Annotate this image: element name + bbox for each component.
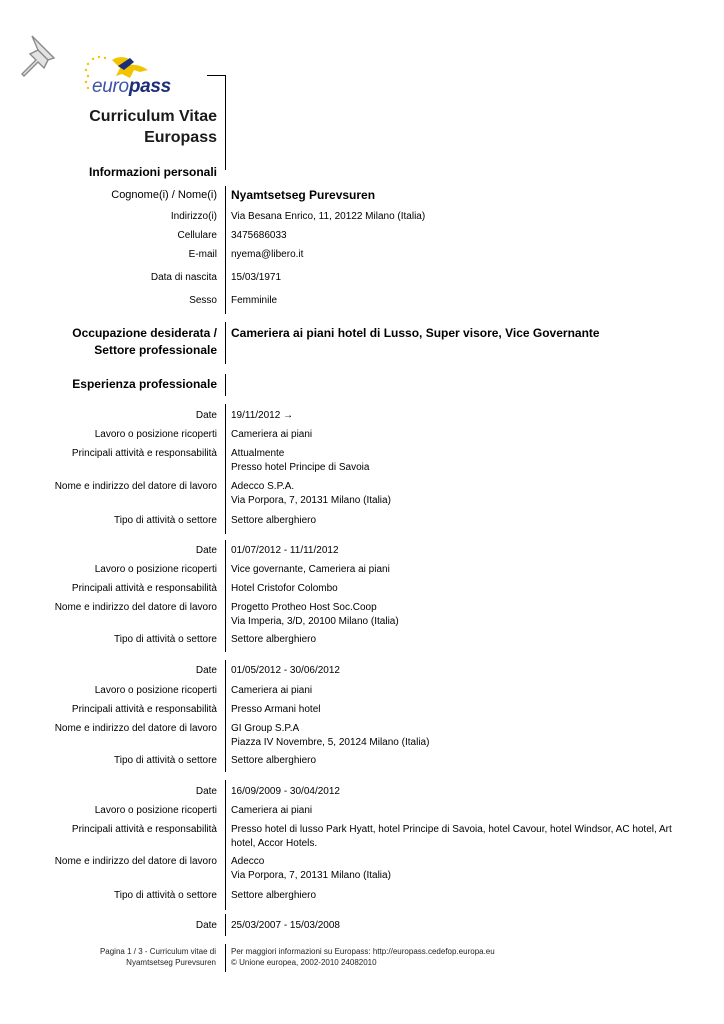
entry-sector-value: Settore alberghiero [231, 515, 317, 526]
column-divider-occupation [225, 322, 226, 364]
entry-sector-value: Settore alberghiero [231, 755, 317, 766]
entry-date-value: 19/11/2012 → [231, 410, 294, 421]
cv-title [17, 106, 217, 148]
entry-employer-label: Nome e indirizzo del datore di lavoro [54, 856, 217, 867]
entry-date-label: Date [195, 920, 217, 931]
mobile-value: 3475686033 [231, 230, 287, 241]
entry-date-label: Date [195, 545, 217, 556]
entry-position-label: Lavoro o posizione ricoperti [94, 685, 217, 696]
footer-copyright: © Unione europea, 2002-2010 24082010 [231, 958, 377, 967]
entry-position-label: Lavoro o posizione ricoperti [94, 564, 217, 575]
column-divider-top [225, 75, 226, 170]
entry-activities-value [231, 823, 701, 851]
entry-position-label: Lavoro o posizione ricoperti [94, 805, 217, 816]
footer-divider [225, 944, 226, 972]
entry-position-value: Cameriera ai piani [231, 805, 313, 816]
entry-date-label: Date [195, 665, 217, 676]
header-rule [207, 75, 226, 76]
cv-title-line1: Curriculum Vitae [89, 108, 217, 125]
email-value: nyema@libero.it [231, 249, 304, 260]
entry-activities-label: Principali attività e responsabilità [71, 704, 217, 715]
entry-activities-value: Presso Armani hotel [231, 704, 321, 715]
logo-text-part1: euro [92, 76, 129, 97]
column-divider-entry-5 [225, 914, 226, 936]
entry-position-value: Cameriera ai piani [231, 429, 313, 440]
entry-employer-line2: Via Imperia, 3/D, 20100 Milano (Italia) [231, 616, 399, 627]
entry-employer-line1: Progetto Protheo Host Soc.Coop [231, 602, 377, 613]
entry-activities-line2: hotel, Accor Hotels. [231, 838, 318, 849]
entry-employer-label: Nome e indirizzo del datore di lavoro [54, 723, 217, 734]
entry-activities-line2: Presso hotel Principe di Savoia [231, 462, 370, 473]
entry-sector-label: Tipo di attività o settore [113, 890, 217, 901]
entry-activities-line1: Presso hotel di lusso Park Hyatt, hotel Principe di Savoia, hotel Cavour, hotel Windsor, AC hotel, Art [231, 824, 672, 835]
entry-sector-value: Settore alberghiero [231, 890, 317, 901]
entry-sector-label: Tipo di attività o settore [113, 634, 217, 645]
entry-date-label: Date [195, 786, 217, 797]
cv-title-line2: Europass [144, 129, 217, 146]
entry-date-value: 25/03/2007 - 15/03/2008 [231, 920, 340, 931]
entry-activities-label: Principali attività e responsabilità [71, 448, 217, 459]
footer-left [16, 946, 216, 968]
occupation-label-line2: Settore professionale [94, 343, 217, 357]
footer-info-link: Per maggiori informazioni su Europass: http://europass.cedefop.europa.eu [231, 947, 495, 956]
footer-right [231, 946, 631, 968]
entry-position-value: Vice governante, Cameriera ai piani [231, 564, 390, 575]
address-value: Via Besana Enrico, 11, 20122 Milano (Italia) [231, 211, 426, 222]
europass-logo-text [92, 76, 171, 98]
column-divider-entry-4 [225, 780, 226, 910]
mobile-label: Cellulare [177, 230, 217, 241]
entry-employer-value [231, 722, 701, 750]
column-divider-experience-heading [225, 374, 226, 396]
entry-employer-line1: Adecco S.P.A. [231, 481, 295, 492]
entry-date-value: 01/05/2012 - 30/06/2012 [231, 665, 340, 676]
entry-activities-label: Principali attività e responsabilità [71, 824, 217, 835]
column-divider-personal [225, 186, 226, 314]
entry-date-label: Date [195, 410, 217, 421]
entry-activities-value [231, 447, 701, 475]
footer-owner-name: Nyamtsetseg Purevsuren [126, 958, 216, 967]
birth-date-value: 15/03/1971 [231, 272, 282, 283]
entry-employer-value [231, 480, 701, 508]
entry-employer-value [231, 855, 701, 883]
column-divider-entry-3 [225, 660, 226, 772]
entry-employer-line2: Via Porpora, 7, 20131 Milano (Italia) [231, 495, 391, 506]
entry-sector-label: Tipo di attività o settore [113, 755, 217, 766]
logo-text-part2: pass [128, 76, 171, 97]
entry-employer-value [231, 601, 701, 629]
address-label: Indirizzo(i) [170, 211, 217, 222]
entry-activities-line1: Attualmente [231, 448, 285, 459]
entry-employer-line1: Adecco [231, 856, 265, 867]
name-label: Cognome(i) / Nome(i) [111, 189, 217, 201]
entry-activities-value: Hotel Cristofor Colombo [231, 583, 338, 594]
entry-sector-label: Tipo di attività o settore [113, 515, 217, 526]
experience-heading: Esperienza professionale [72, 377, 217, 391]
occupation-label [7, 325, 217, 359]
entry-employer-line2: Via Porpora, 7, 20131 Milano (Italia) [231, 870, 391, 881]
name-value: Nyamtsetseg Purevsuren [231, 188, 376, 202]
footer-page-info: Pagina 1 / 3 - Curriculum vitae di [99, 947, 216, 956]
entry-employer-label: Nome e indirizzo del datore di lavoro [54, 481, 217, 492]
entry-employer-line1: GI Group S.P.A [231, 723, 300, 734]
entry-position-value: Cameriera ai piani [231, 685, 313, 696]
pin-icon [14, 28, 70, 84]
personal-info-heading: Informazioni personali [88, 165, 217, 179]
entry-date-value: 16/09/2009 - 30/04/2012 [231, 786, 340, 797]
entry-date-value: 01/07/2012 - 11/11/2012 [231, 545, 339, 556]
occupation-value: Cameriera ai piani hotel di Lusso, Super visore, Vice Governante [231, 326, 600, 340]
entry-employer-label: Nome e indirizzo del datore di lavoro [54, 602, 217, 613]
occupation-label-line1: Occupazione desiderata / [72, 326, 217, 340]
entry-activities-label: Principali attività e responsabilità [71, 583, 217, 594]
email-label: E-mail [188, 249, 217, 260]
entry-sector-value: Settore alberghiero [231, 634, 317, 645]
sex-value: Femminile [231, 295, 278, 306]
birth-date-label: Data di nascita [150, 272, 217, 283]
column-divider-entry-2 [225, 540, 226, 652]
entry-position-label: Lavoro o posizione ricoperti [94, 429, 217, 440]
entry-employer-line2: Piazza IV Novembre, 5, 20124 Milano (Italia) [231, 737, 430, 748]
sex-label: Sesso [189, 295, 217, 306]
column-divider-entry-1 [225, 404, 226, 534]
